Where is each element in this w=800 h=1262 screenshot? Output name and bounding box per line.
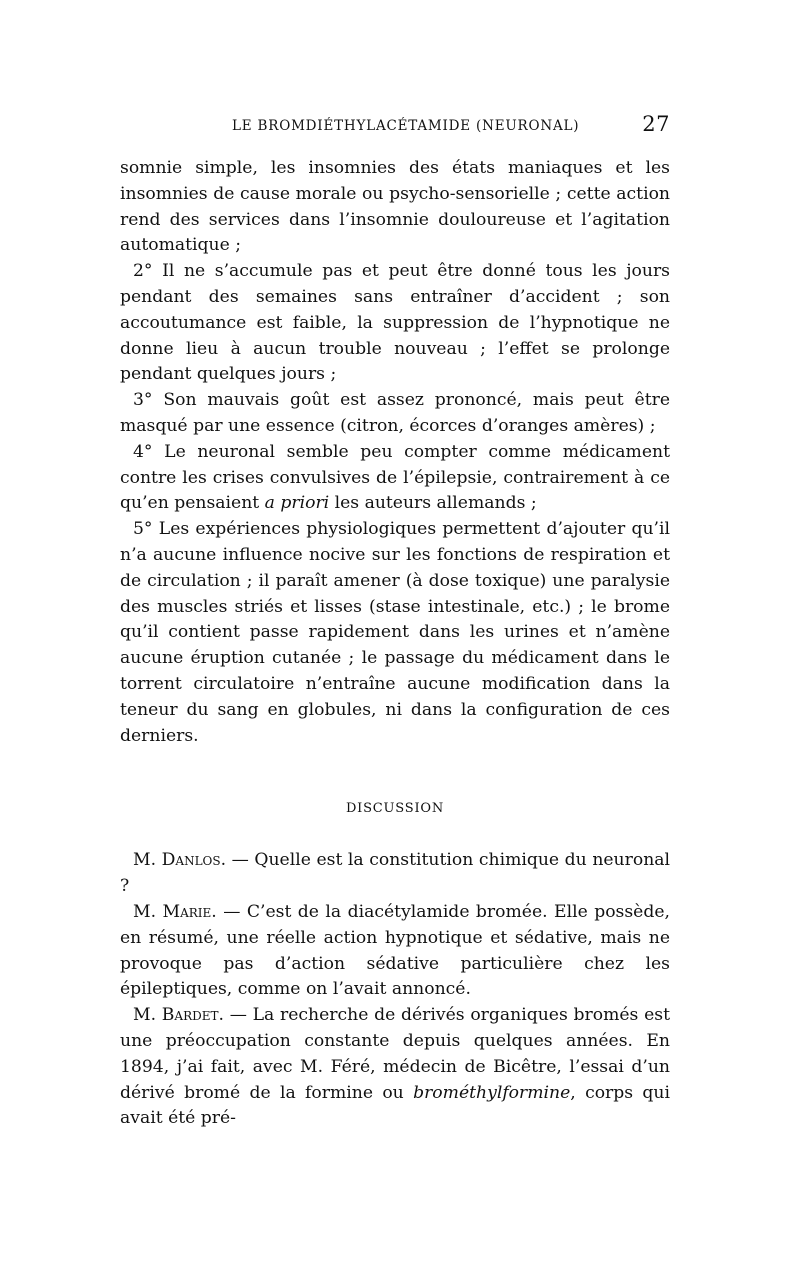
discussion-entry: [120, 900, 670, 1003]
page-number: 27: [642, 112, 670, 136]
paragraph-text: 4° Le neuronal semble peu compter comme médicament contre les crises convulsives de l’épilepsie, contrairement à ce qu’en pensaient: [120, 441, 670, 514]
paragraph-point-5: 5° Les expériences physiologiques permettent d’ajouter qu’il n’a aucune influence nocive sur les fonctions de respiration et de circulation ; il paraît amener (à dose toxique) une paralysie des muscles striés et lisses (stase intestinale, etc.) ; le brome qu’il contient passe rapidement dans les urines et n’amène aucune éruption cutanée ; le passage du médicament dans le torrent circulatoire n’entraîne aucune modification dans la teneur du sang en globules, ni dans la configuration de ces derniers.: [120, 519, 670, 746]
body-text: [120, 156, 670, 749]
discussion-entry: [120, 1003, 670, 1132]
paragraph-continued: somnie simple, les insomnies des états maniaques et les insomnies de cause morale ou psycho-sensorielle ; cette action rend des services dans l’insomnie douloureuse et l’agitation automatique ;: [120, 158, 670, 256]
running-title: LE BROMDIÉTHYLACÉTAMIDE (NEURONAL): [232, 118, 580, 134]
italic-term: brométhylformine: [413, 1082, 571, 1103]
discussion-section: [120, 848, 670, 1132]
discussion-entry: [120, 848, 670, 900]
speaker-text: — La recherche de dérivés organiques bromés est une préoccupation constante depuis quelques années. En 1894, j’ai fait, avec M. Féré, médecin de Bicêtre, l’essai d’un dérivé bromé de la formine ou: [120, 1005, 670, 1103]
book-page: [120, 110, 670, 1132]
paragraph-point-4: [120, 440, 670, 517]
speaker-name: M. Danlos.: [133, 850, 227, 871]
paragraph-point-2: 2° Il ne s’accumule pas et peut être donné tous les jours pendant des semaines sans entraîner d’accident ; son accoutumance est faible, la suppression de l’hypnotique ne donne lieu à aucun trouble nouveau ; l’effet se prolonge pendant quelques jours ;: [120, 261, 670, 385]
page-header: [120, 110, 670, 142]
paragraph-point-3: 3° Son mauvais goût est assez prononcé, mais peut être masqué par une essence (citron, écorces d’oranges amères) ;: [120, 390, 670, 436]
paragraph-text: les auteurs allemands ;: [329, 493, 537, 514]
speaker-name: M. Marie.: [133, 901, 217, 922]
speaker-name: M. Bardet.: [133, 1005, 224, 1026]
italic-term: a priori: [264, 493, 330, 514]
speaker-text: , corps qui avait été pré-: [120, 1082, 670, 1129]
speaker-text: — Quelle est la constitution chimique du neuronal ?: [120, 850, 671, 897]
section-title: DISCUSSION: [345, 801, 445, 817]
speaker-text: — C’est de la diacétylamide bromée. Elle possède, en résumé, une réelle action hypnotique et sédative, mais ne provoque pas d’action sédative particulière chez les épileptiques, comme on l’avait annoncé.: [120, 901, 670, 1000]
